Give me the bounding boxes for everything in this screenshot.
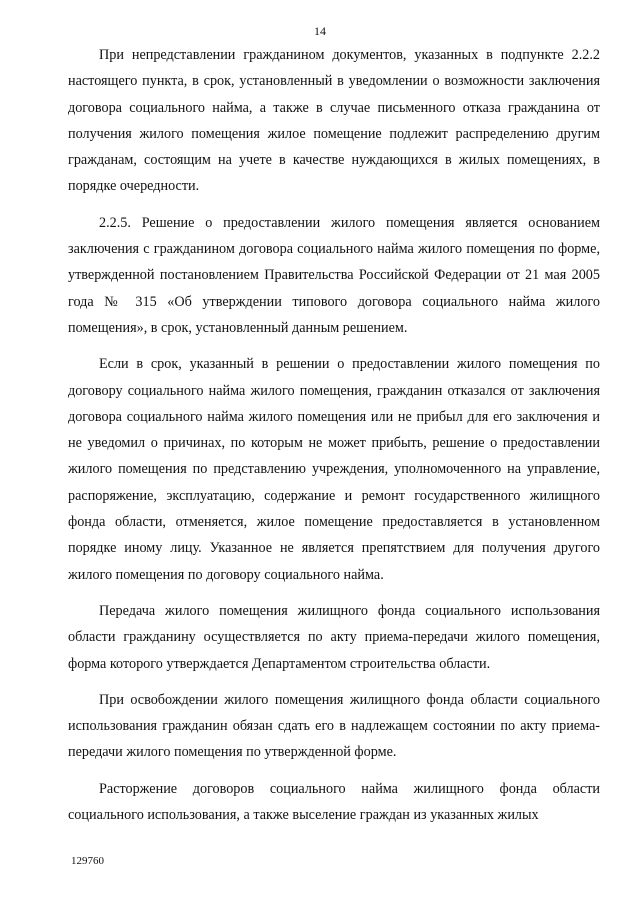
paragraph-transfer: Передача жилого помещения жилищного фонда социального использования области гражданину осуществляется по акту приема-передачи жилого помещения, форма которого утверждается Департаментом строительства области. (68, 602, 600, 672)
paragraph-nonsubmission: При непредставлении гражданином документов, указанных в подпункте 2.2.2 настоящего пункта, в срок, установленный в уведомлении о возможности заключения договора социального найма, а также в случае письменного отказа гражданина от получения жилого помещения жилое помещение подлежит распределению другим гражданам, состоящим на учете в качестве нуждающихся в жилых помещениях, в порядке очередности. (68, 47, 600, 195)
paragraph-termination: Расторжение договоров социального найма жилищного фонда области социального использования, а также выселение граждан из указанных жилых (68, 780, 600, 824)
paragraph-2-2-5-decision: 2.2.5. Решение о предоставлении жилого помещения является основанием заключения с гражданином договора социального найма жилого помещения по форме, утвержденной постановлением Правительства Российской Федерации от 21 мая 2005 года № 315 «Об утверждении типового договора социального найма жилого помещения», в срок, установленный данным решением. (68, 214, 600, 336)
document-code: 129760 (71, 855, 104, 867)
document-body (68, 42, 600, 828)
paragraph-refusal: Если в срок, указанный в решении о предоставлении жилого помещения по договору социального найма жилого помещения, гражданин отказался от заключения договора социального найма жилого помещения или не прибыл для его заключения и не уведомил о причинах, по которым не может прибыть, решение о предоставлении жилого помещения по представлению учреждения, уполномоченного на управление, распоряжение, эксплуатацию, содержание и ремонт государственного жилищного фонда области, отменяется, жилое помещение предоставляется в установленном порядке иному лицу. Указанное не является препятствием для получения другого жилого помещения по договору социального найма. (68, 356, 600, 583)
paragraph-vacating: При освобождении жилого помещения жилищного фонда области социального использования гражданин обязан сдать его в надлежащем состоянии по акту приема-передачи жилого помещения по утвержденной форме. (68, 691, 600, 761)
page-number: 14 (314, 24, 326, 38)
